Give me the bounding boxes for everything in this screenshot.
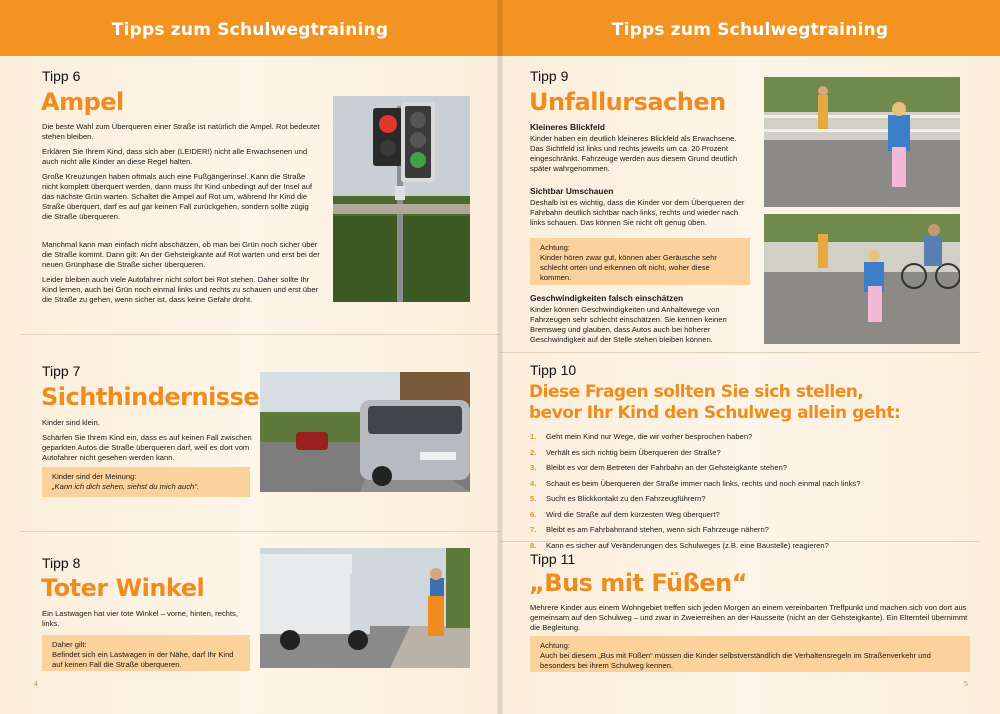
question-text: Schaut es beim Überqueren der Straße immer nach links, rechts und noch einmal nach links? [546, 478, 861, 488]
tipp9-text1: Kinder haben ein deutlich kleineres Blickfeld als Erwachsene. Das Sichtfeld ist links und rechts jeweils um ca. 20 Prozent eingeschränkt. Fahrzeuge werden aus diesem Grund deutlich später wahrgenommen. [530, 134, 738, 173]
left-header-bar [0, 0, 500, 56]
tipp10-question-list [530, 432, 970, 556]
question-item [530, 463, 970, 479]
question-number: 1. [530, 432, 537, 441]
truck-photo [260, 548, 470, 668]
tipp9-label: Tipp 9 [530, 68, 569, 84]
right-page [500, 0, 1000, 714]
tipp9-title: Unfallursachen [529, 88, 726, 116]
question-text: Kann es sicher auf Veränderungen des Schulweges (z.B. eine Baustelle) reagieren? [546, 540, 829, 550]
children-fence-photo [764, 77, 960, 207]
page-gutter [497, 0, 503, 714]
cyclist-photo [764, 214, 960, 344]
tipp10-label: Tipp 10 [530, 362, 577, 378]
tipp6-label: Tipp 6 [42, 68, 81, 84]
tipp9-note-text: Kinder hören zwar gut, können aber Geräusche sehr schlecht orten und erkennen oft nicht, woher diese kommen. [540, 253, 717, 282]
tipp8-p1: Ein Lastwagen hat vier tote Winkel – vorne, hinten, rechts, links. [42, 609, 238, 628]
tipp6-title: Ampel [41, 88, 124, 116]
tipp9-body-top [530, 122, 750, 233]
tipp9-text3: Kinder können Geschwindigkeiten und Anhaltewege von Fahrzeugen sehr schlecht einschätzen. Sie kennen keinen Bremsweg und glauben, dass Autos auch bei höherer Geschwindigkeit auf der Stelle stehen bleiben können. [530, 305, 727, 344]
tipp9-body-bottom [530, 293, 750, 350]
tipp8-label: Tipp 8 [42, 555, 81, 571]
tipp8-body [42, 609, 257, 634]
tipp11-note-title: Achtung: [540, 641, 570, 650]
tipp9-text2: Deshalb ist es wichtig, dass die Kinder vor dem Überqueren der Fahrbahn deutlich sichtbar nach links, rechts und wieder nach links schauen. Das können Sie nicht oft genug üben. [530, 198, 745, 227]
tipp7-note [42, 467, 250, 497]
divider-10-11 [500, 541, 980, 542]
question-item [530, 494, 970, 510]
tipp6-p4: Manchmal kann man einfach nicht abschätzen, ob man bei Grün noch sicher über die Straße kommt. Dann gilt: An der Gehsteigkante auf Rot warten und erst bei der neuen Grünphase die Straße sicher überqueren. [42, 240, 320, 269]
tipp9-sub2: Sichtbar Umschauen [530, 186, 614, 196]
right-header-title: Tipps zum Schulwegtraining [611, 20, 889, 40]
question-number: 7. [530, 525, 537, 534]
tipp6-p3: Große Kreuzungen haben oftmals auch eine Fußgängerinsel. Kann die Straße nicht komplett überquert werden, dann muss Ihr Kind unbedingt auf der Insel auf das nächste Grün warten. Schaltet die Ampel auf Rot um, während Ihr Kind die Straße überquert, darf es auf gar keinen Fall zurückgehen, sondern sollte zügig die Straße überqueren. [42, 172, 313, 221]
question-number: 2. [530, 447, 537, 457]
tipp10-title-line2: bevor Ihr Kind den Schulweg allein geht: [529, 403, 901, 423]
right-page-number: 5 [964, 681, 968, 688]
tipp8-note-title: Daher gilt: [52, 640, 87, 649]
question-item [530, 541, 970, 557]
tipp7-title: Sichthindernisse [41, 383, 260, 411]
divider-6-7 [20, 334, 500, 335]
question-number: 8. [530, 540, 537, 550]
tipp9-sub3: Geschwindigkeiten falsch einschätzen [530, 293, 684, 303]
divider-7-8 [20, 531, 500, 532]
tipp8-note [42, 635, 250, 671]
tipp6-body [42, 122, 320, 310]
tipp8-title: Toter Winkel [41, 574, 205, 602]
tipp11-body [530, 603, 970, 638]
tipp7-note-title: Kinder sind der Meinung: [52, 472, 137, 481]
tipp9-sub1: Kleineres Blickfeld [530, 122, 605, 132]
question-number: 5. [530, 494, 537, 503]
question-text: Bleibt es vor dem Betreten der Fahrbahn an der Gehsteigkante stehen? [546, 463, 788, 472]
tipp6-p1: Die beste Wahl zum Überqueren einer Straße ist natürlich die Ampel. Rot bedeutet stehen bleiben. [42, 122, 320, 141]
tipp9-note [530, 238, 750, 285]
tipp8-note-text: Befindet sich ein Lastwagen in der Nähe, darf Ihr Kind auf keinen Fall die Straße überqueren. [52, 650, 234, 669]
question-item [530, 448, 970, 464]
right-header-bar [500, 0, 1000, 56]
tipp11-note-text: Auch bei diesem „Bus mit Füßen“ müssen die Kinder selbstverständlich die Verhaltensregeln im Straßenverkehr und besonders bei ihrem Schulweg kennen. [540, 651, 931, 670]
question-number: 4. [530, 478, 537, 488]
tipp10-title-line1: Diese Fragen sollten Sie sich stellen, [529, 382, 864, 402]
tipp7-body [42, 418, 257, 468]
question-item [530, 479, 970, 495]
tipp11-title: „Bus mit Füßen“ [529, 569, 748, 597]
question-text: Sucht es Blickkontakt zu den Fahrzeugführern? [546, 494, 706, 503]
left-header-title: Tipps zum Schulwegtraining [111, 20, 389, 40]
traffic-light-photo [333, 96, 470, 302]
tipp11-text: Mehrere Kinder aus einem Wohngebiet treffen sich jeden Morgen an einem vereinbarten Treffpunkt und machen sich von dort aus gemeinsam auf den Schulweg – und zwar in Zweierreihen an der Hausseite (nicht an der Gehsteigkante). Ein Elternteil übernimmt die Begleitung. [530, 603, 968, 632]
question-text: Wird die Straße auf dem kürzesten Weg überquert? [546, 509, 720, 519]
tipp7-p1: Kinder sind klein. [42, 418, 100, 427]
tipp6-p2: Erklären Sie Ihrem Kind, dass sich aber (LEIDER!) nicht alle Erwachsenen und auch nicht alle Kinder an diese Regel halten. [42, 147, 308, 166]
question-text: Geht mein Kind nur Wege, die wir vorher besprochen haben? [546, 432, 753, 441]
question-item [530, 510, 970, 526]
question-number: 6. [530, 509, 537, 519]
tipp11-note [530, 636, 970, 672]
tipp9-note-title: Achtung: [540, 243, 570, 252]
tipp6-p5: Leider bleiben auch viele Autofahrer nicht sofort bei Rot stehen. Daher sollte Ihr Kind lernen, auch bei Grün noch einmal links und rechts zu schauen und erst über die Straße zu gehen, wenn sicher ist, dass keine Gefahr droht. [42, 275, 319, 304]
tipp7-label: Tipp 7 [42, 363, 81, 379]
question-item [530, 525, 970, 541]
tipp7-p2: Schärfen Sie Ihrem Kind ein, dass es auf keinen Fall zwischen geparkten Autos die Straße überqueren darf, weil es dort vom Autofahrer nicht gesehen werden kann. [42, 433, 252, 462]
question-text: Verhält es sich richtig beim Überqueren der Straße? [546, 447, 721, 457]
divider-9-10 [500, 352, 980, 353]
left-page-number: 4 [34, 681, 38, 688]
tipp7-note-text: „Kann ich dich sehen, siehst du mich auch“. [52, 482, 199, 491]
parked-cars-photo [260, 372, 470, 492]
question-item [530, 432, 970, 448]
question-number: 3. [530, 463, 537, 472]
tipp11-label: Tipp 11 [530, 551, 576, 567]
question-text: Bleibt es am Fahrbahnrand stehen, wenn sich Fahrzeuge nähern? [546, 525, 769, 534]
